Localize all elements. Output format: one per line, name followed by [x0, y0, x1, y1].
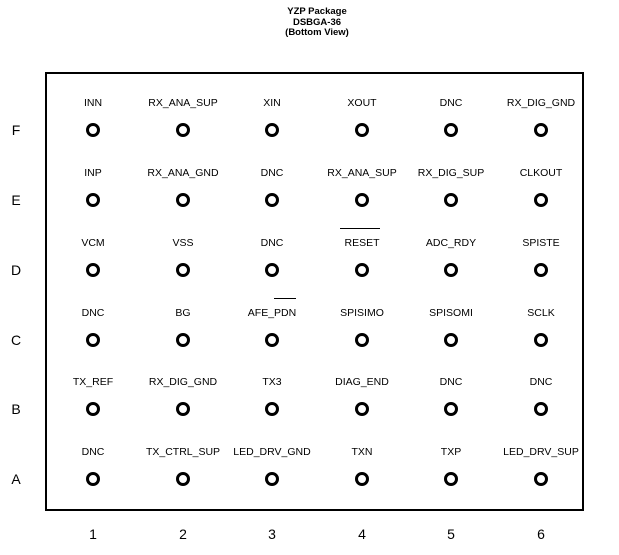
- pin-label-a4: TXN: [351, 446, 373, 458]
- row-label-e: E: [11, 192, 21, 208]
- view-label: (Bottom View): [285, 27, 349, 38]
- pin-label-b5: DNC: [439, 376, 463, 388]
- pin-c2: [176, 333, 190, 347]
- pin-a6: [534, 472, 548, 486]
- pin-label-e4: RX_ANA_SUP: [327, 167, 397, 179]
- pin-c6: [534, 333, 548, 347]
- pin-d5: [444, 263, 458, 277]
- pin-d6: [534, 263, 548, 277]
- pin-c5: [444, 333, 458, 347]
- pin-label-c6: SCLK: [527, 307, 555, 319]
- pin-label-b4: DIAG_END: [335, 376, 389, 388]
- pin-label-c2: BG: [175, 307, 191, 319]
- pin-label-c4: SPISIMO: [340, 307, 384, 319]
- pin-label-d5: ADC_RDY: [425, 237, 477, 249]
- col-label-6: 6: [537, 526, 545, 542]
- pin-label-f3: XIN: [263, 97, 281, 109]
- pin-label-a5: TXP: [440, 446, 462, 458]
- afe-pdn-overbar: [274, 298, 296, 299]
- pin-label-e5: RX_DIG_SUP: [417, 167, 485, 179]
- row-label-f: F: [11, 122, 21, 138]
- row-label-c: C: [10, 332, 22, 348]
- pin-f5: [444, 123, 458, 137]
- pin-label-e2: RX_ANA_GND: [147, 167, 219, 179]
- pin-a2: [176, 472, 190, 486]
- pin-label-d6: SPISTE: [522, 237, 560, 249]
- row-label-b: B: [11, 401, 21, 417]
- col-label-4: 4: [358, 526, 366, 542]
- pin-f2: [176, 123, 190, 137]
- reset-overbar: [340, 228, 380, 229]
- pin-label-f2: RX_ANA_SUP: [148, 97, 218, 109]
- pin-c1: [86, 333, 100, 347]
- pin-label-f4: XOUT: [347, 97, 377, 109]
- pin-e2: [176, 193, 190, 207]
- pin-label-d3: DNC: [260, 237, 284, 249]
- pin-label-a2: TX_CTRL_SUP: [145, 446, 221, 458]
- package-type: DSBGA-36: [292, 16, 342, 28]
- pin-e5: [444, 193, 458, 207]
- pin-e4: [355, 193, 369, 207]
- pin-label-f1: INN: [83, 97, 103, 109]
- pin-f3: [265, 123, 279, 137]
- pin-b2: [176, 402, 190, 416]
- pin-label-e3: DNC: [260, 167, 284, 179]
- pin-label-f6: RX_DIG_GND: [506, 97, 576, 109]
- col-label-1: 1: [89, 526, 97, 542]
- pin-c4: [355, 333, 369, 347]
- pin-b3: [265, 402, 279, 416]
- pin-a1: [86, 472, 100, 486]
- pin-f6: [534, 123, 548, 137]
- pin-b4: [355, 402, 369, 416]
- pin-label-a3: LED_DRV_GND: [233, 446, 311, 458]
- pin-label-b2: RX_DIG_GND: [148, 376, 218, 388]
- pin-label-b1: TX_REF: [72, 376, 114, 388]
- pin-label-a6: LED_DRV_SUP: [503, 446, 579, 458]
- pin-b5: [444, 402, 458, 416]
- pin-label-c5: SPISOMI: [429, 307, 473, 319]
- pin-label-b3: TX3: [262, 376, 282, 388]
- pin-label-e1: INP: [84, 167, 102, 179]
- pin-e6: [534, 193, 548, 207]
- pin-label-c1: DNC: [81, 307, 105, 319]
- pin-label-a1: DNC: [81, 446, 105, 458]
- row-label-a: A: [11, 471, 21, 487]
- pin-b1: [86, 402, 100, 416]
- pin-label-e6: CLKOUT: [519, 167, 563, 179]
- pin-f4: [355, 123, 369, 137]
- pin-d1: [86, 263, 100, 277]
- row-label-d: D: [10, 262, 22, 278]
- pin-f1: [86, 123, 100, 137]
- pin-d3: [265, 263, 279, 277]
- pin-d4: [355, 263, 369, 277]
- pin-c3: [265, 333, 279, 347]
- package-title: [0, 7, 619, 39]
- col-label-3: 3: [268, 526, 276, 542]
- pin-a4: [355, 472, 369, 486]
- pin-label-c3: AFE_PDN: [247, 307, 297, 319]
- col-label-5: 5: [447, 526, 455, 542]
- pin-label-d2: VSS: [172, 237, 194, 249]
- pin-label-d4: RESET: [344, 237, 380, 249]
- pin-d2: [176, 263, 190, 277]
- pin-label-d1: VCM: [81, 237, 105, 249]
- pin-e3: [265, 193, 279, 207]
- pin-a3: [265, 472, 279, 486]
- pin-e1: [86, 193, 100, 207]
- col-label-2: 2: [179, 526, 187, 542]
- package-name: YZP Package: [287, 6, 347, 17]
- pin-a5: [444, 472, 458, 486]
- pin-label-b6: DNC: [529, 376, 553, 388]
- pin-label-f5: DNC: [439, 97, 463, 109]
- pin-b6: [534, 402, 548, 416]
